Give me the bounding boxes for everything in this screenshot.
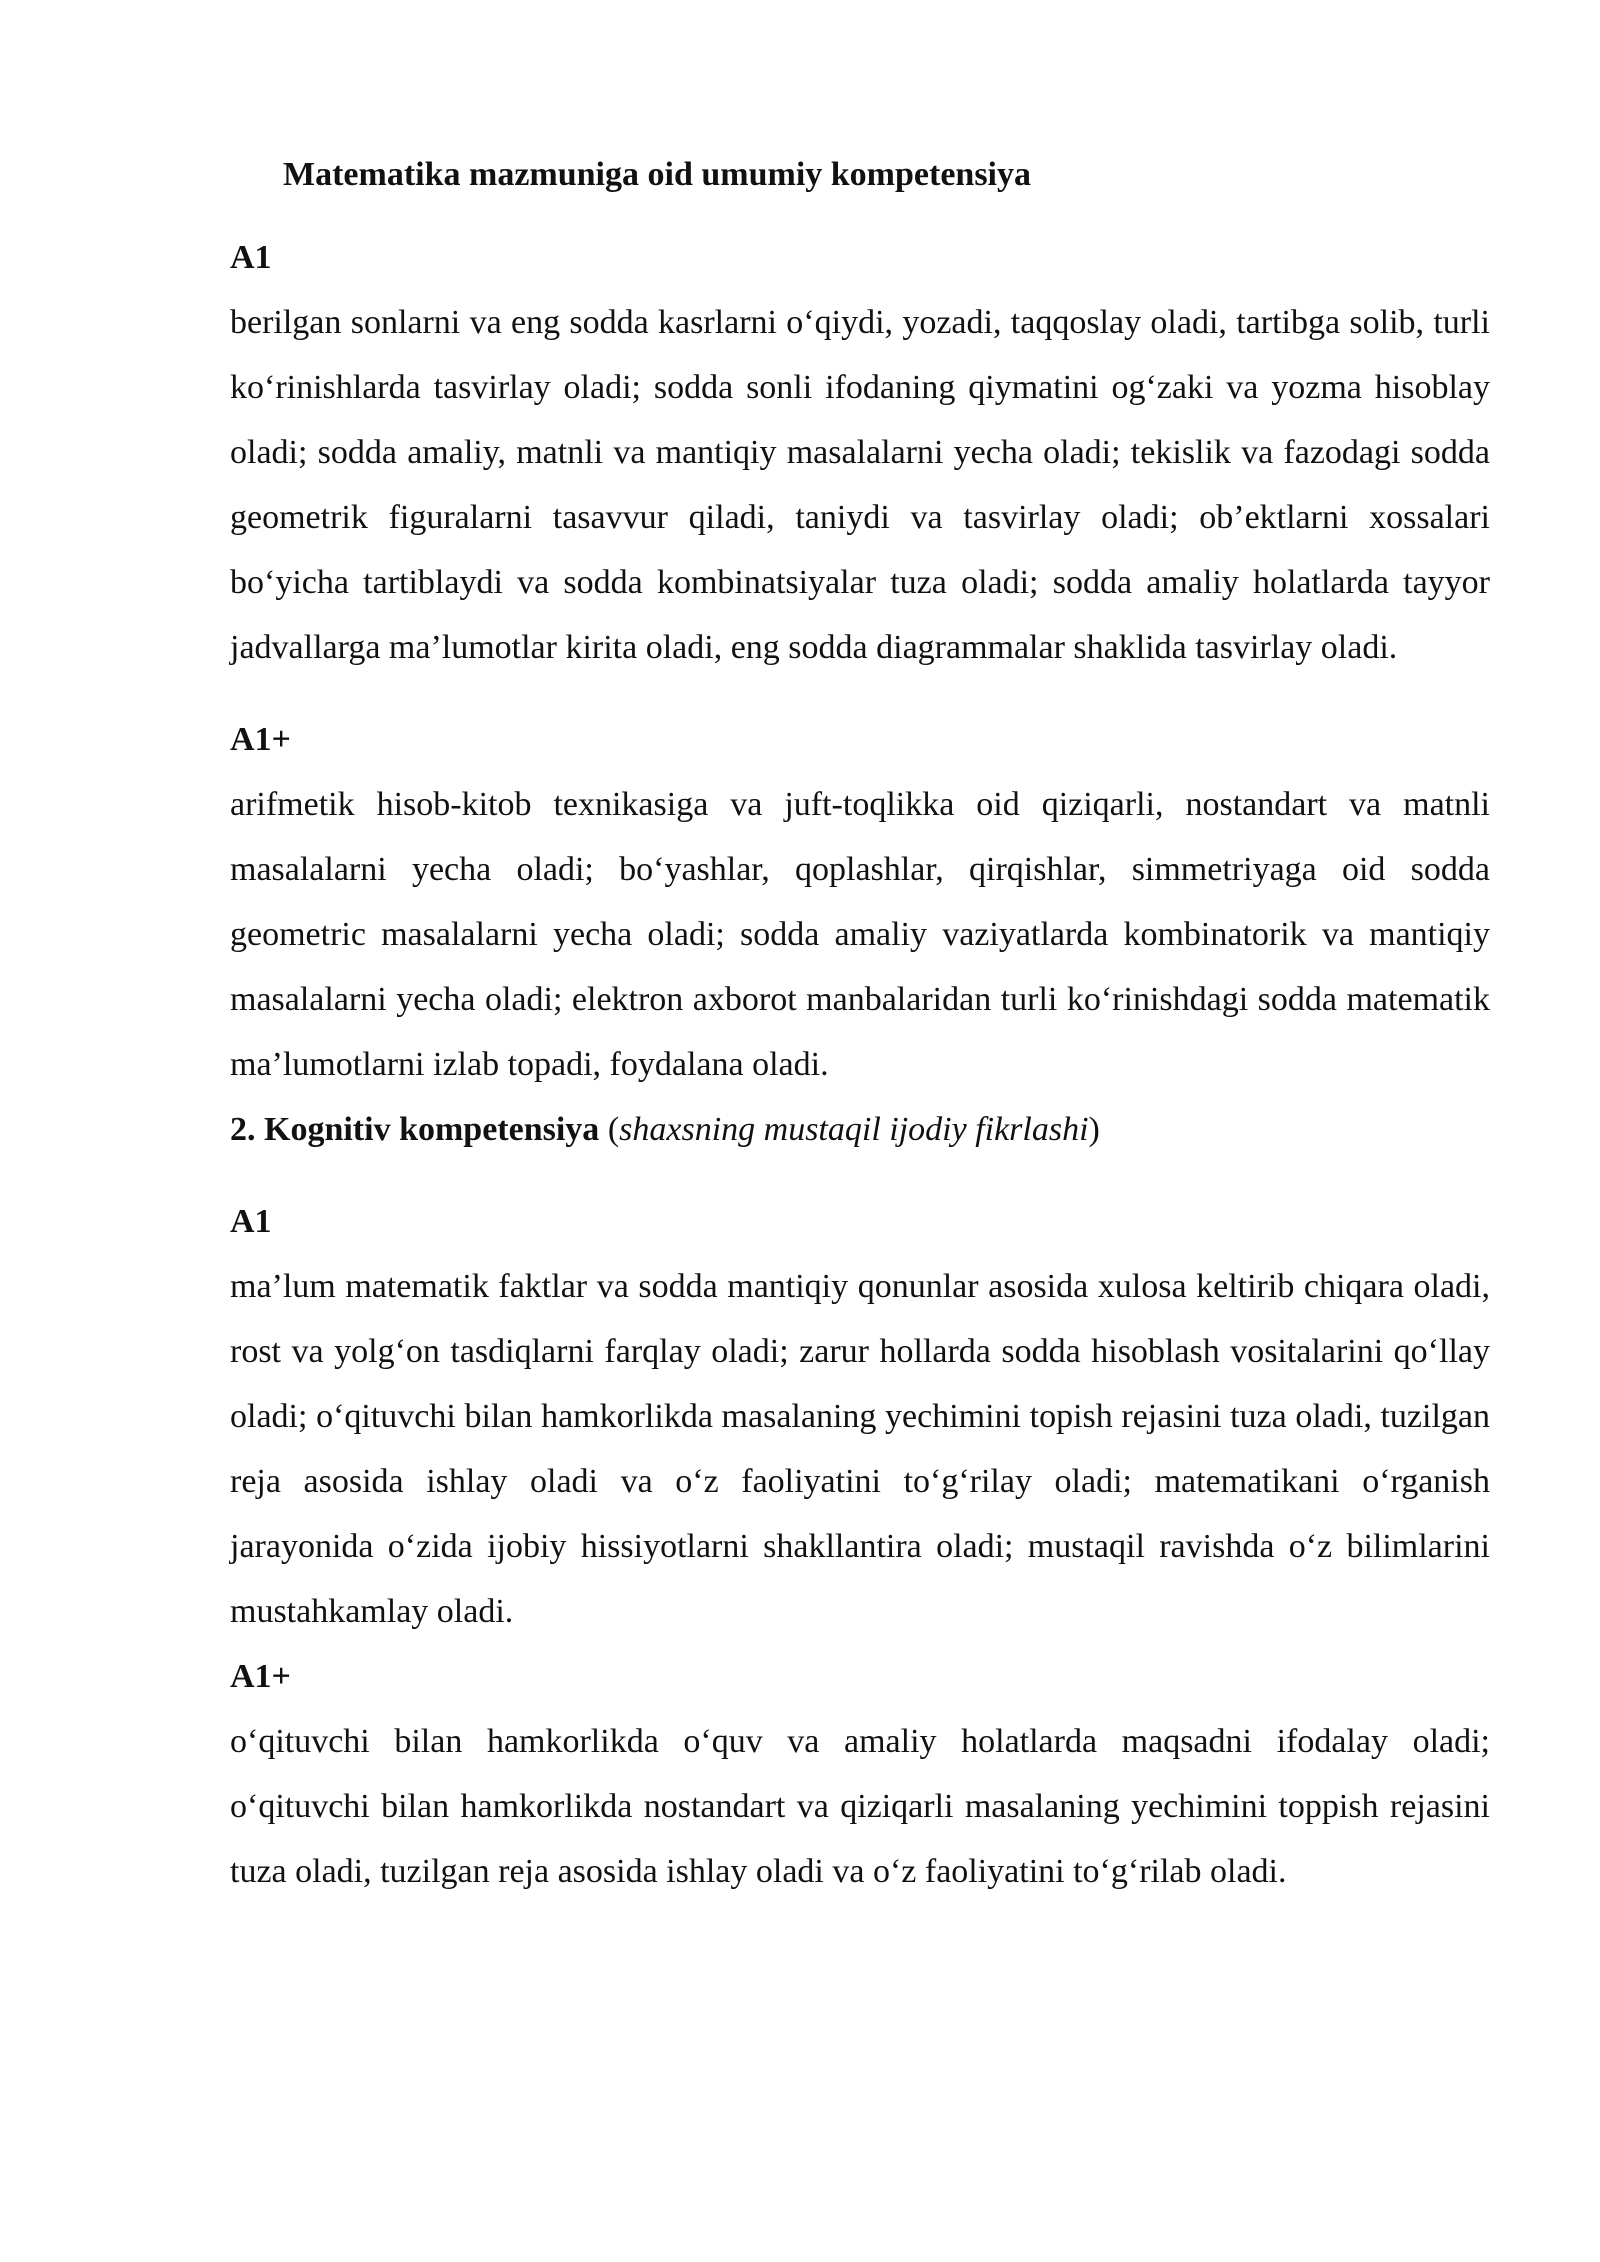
level-heading-a1-cognitive: A1 <box>230 1203 272 1240</box>
paragraph-a1-math: berilgan sonlarni va eng sodda kasrlarni o‘qiydi, yozadi, taqqoslay oladi, tartibga solib, turli ko‘rinishlarda tasvirlay oladi; sodda sonli ifodaning qiymatini og‘zaki va yozma hisoblay oladi; sodda amaliy, matnli va mantiqiy masalalarni yecha oladi; tekislik va fazodagi sodda geometrik figuralarni tasavvur qiladi, taniydi va tasvirlay oladi; ob’ektlarni xossalari bo‘yicha tartiblaydi va sodda kombinatsiyalar tuza oladi; sodda amaliy holatlarda tayyor jadvallarga ma’lumotlar kirita oladi, eng sodda diagrammalar shaklida tasvirlay oladi. <box>230 304 1490 666</box>
section-paren-close: ) <box>1088 1111 1100 1148</box>
section-number-title: 2. Kognitiv kompetensiya <box>230 1111 600 1148</box>
section-subtitle: shaxsning mustaqil ijodiy fikrlashi <box>619 1111 1089 1148</box>
section-heading-cognitive <box>230 1097 1490 1162</box>
document-page <box>230 142 1490 1904</box>
level-heading-a1-plus: A1+ <box>230 721 291 758</box>
paragraph-a1-plus-cognitive: o‘qituvchi bilan hamkorlikda o‘quv va amaliy holatlarda maqsadni ifodalay oladi; o‘qituvchi bilan hamkorlikda nostandart va qiziqarli masalaning yechimini toppish rejasini tuza oladi, tuzilgan reja asosida ishlay oladi va o‘z faoliyatini to‘g‘rilab oladi. <box>230 1723 1490 1890</box>
paragraph-a1-cognitive: ma’lum matematik faktlar va sodda mantiqiy qonunlar asosida xulosa keltirib chiqara oladi, rost va yolg‘on tasdiqlarni farqlay oladi; zarur hollarda sodda hisoblash vositalarini qo‘llay oladi; o‘qituvchi bilan hamkorlikda masalaning yechimini topish rejasini tuza oladi, tuzilgan reja asosida ishlay oladi va o‘z faoliyatini to‘g‘rilay oladi; matematikani o‘rganish jarayonida o‘zida ijobiy hissiyotlarni shakllantira oladi; mustaqil ravishda o‘z bilimlarini mustahkamlay oladi. <box>230 1268 1490 1630</box>
level-heading-a1-plus-cognitive: A1+ <box>230 1658 291 1695</box>
section-paren-open: ( <box>599 1111 620 1148</box>
level-heading-a1: A1 <box>230 239 272 276</box>
paragraph-a1-plus-math: arifmetik hisob-kitob texnikasiga va juft-toqlikka oid qiziqarli, nostandart va matnli masalalarni yecha oladi; bo‘yashlar, qoplashlar, qirqishlar, simmetriyaga oid sodda geometric masalalarni yecha oladi; sodda amaliy vaziyatlarda kombinatorik va mantiqiy masalalarni yecha oladi; elektron axborot manbalaridan turli ko‘rinishdagi sodda matematik ma’lumotlarni izlab topadi, foydalana oladi. <box>230 786 1490 1083</box>
document-title: Matematika mazmuniga oid umumiy kompetensiya <box>283 156 1031 193</box>
